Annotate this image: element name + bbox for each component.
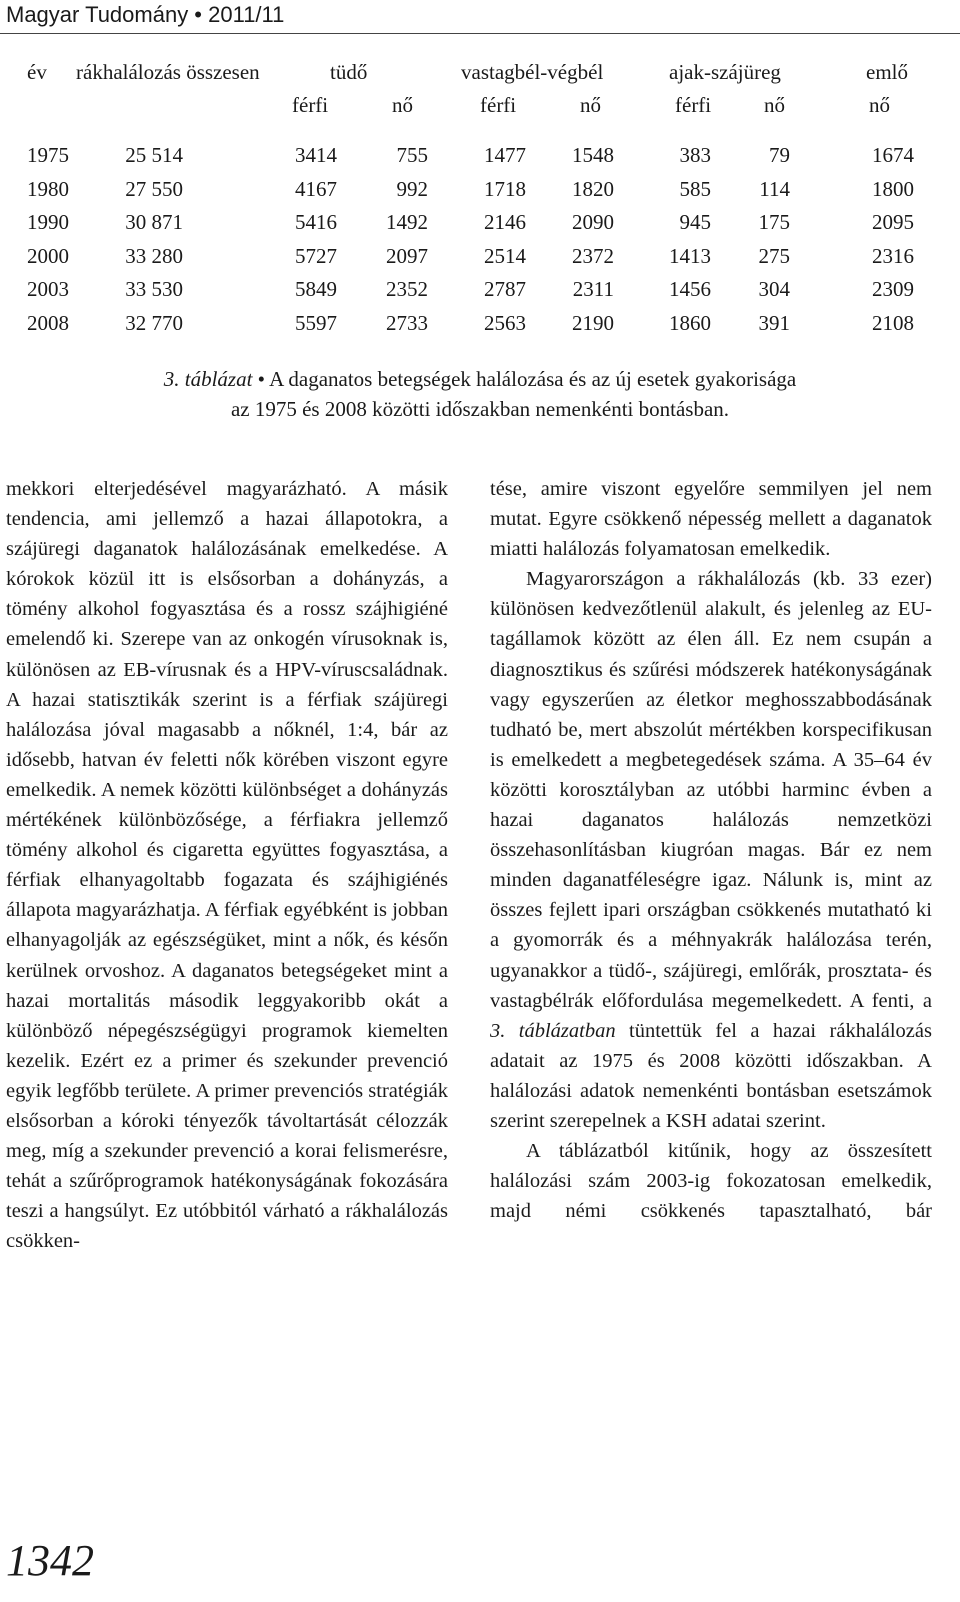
cell-year: 2000 [27,243,69,268]
caption-text-1: A daganatos betegségek halálozása és az új esetek gyakorisága [269,367,797,391]
subheader-lip-oral-female: nő [764,93,785,117]
cell-total: 25 514 [125,143,183,167]
cell-breast-female: 2095 [872,210,914,235]
right-paragraph-1: tése, amire viszont egyelőre semmilyen jel nem mutat. Egyre csökkenő népesség mellett a daganatok miatti halálozás folyamatosan emelkedik. [490,478,932,561]
cell-year: 1975 [27,143,69,167]
cell-lung-male: 4167 [295,176,337,201]
cell-colorectal-female: 2190 [572,311,614,335]
subheader-lip-oral-male: férfi [675,93,712,117]
right-paragraph-3: A táblázatból kitűnik, hogy az összesített halálozási szám 2003-ig fokozatosan emelkedik, majd némi csökkenés tapasztalható, bár [490,1140,932,1223]
caption-bullet: • [252,367,270,391]
cell-lip-oral-female: 275 [758,243,790,268]
cell-total: 30 871 [125,210,183,235]
cell-breast-female: 2316 [872,243,914,268]
cell-total: 27 550 [125,176,183,201]
cell-colorectal-male: 2787 [484,277,526,302]
cell-lung-female: 755 [396,143,428,167]
cell-lip-oral-male: 1456 [669,277,711,302]
cell-lip-oral-male: 585 [679,176,711,201]
cell-colorectal-male: 2146 [484,210,526,235]
cell-colorectal-male: 1477 [484,143,526,167]
cell-colorectal-male: 1718 [484,176,526,201]
subheader-breast-female: nő [869,93,890,117]
cell-year: 1980 [27,176,69,201]
cell-year: 2008 [27,311,69,335]
cell-total: 32 770 [125,311,183,335]
page-number: 1342 [6,1536,94,1585]
subheader-colorectal-female: nő [580,93,601,117]
running-header [0,0,960,34]
header-year: év [27,60,47,84]
cell-breast-female: 1674 [872,143,914,167]
caption-label: 3. táblázat [163,367,253,391]
cell-lung-male: 5727 [295,243,337,268]
caption-text-2: az 1975 és 2008 közötti időszakban nemenkénti bontásban. [230,397,730,421]
cell-colorectal-female: 1820 [572,176,614,201]
header-colorectal: vastagbél-végbél [461,60,604,84]
cell-colorectal-male: 2563 [484,311,526,335]
cell-total: 33 530 [125,277,183,302]
cell-breast-female: 1800 [872,176,914,201]
cell-lung-male: 5597 [295,311,337,335]
cell-lip-oral-male: 383 [679,143,711,167]
subheader-lung-male: férfi [292,93,329,117]
left-paragraph: mekkori elterjedésével magyarázható. A másik tendencia, ami jellemző a hazai állapotokra, a szájüregi daganatok halálozásának emelkedése. A kórokok közül itt is elsősorban a dohányzás, a tömény alkohol fogyasztása és a rossz szájhigiéné emelendő ki. Szerepe van az onkogén vírusoknak is, különösen az EB-vírusnak és a HPV-víruscsaládnak. A hazai statisztikák szerint is a férfiak szájüregi halálozása jóval magasabb a nőknél, 1:4, bár az idősebb, hatvan év feletti nők körében viszont egyre emelkedik. A nemek közötti különbséget a dohányzás mértékének különbözősége, a férfiakra jellemző tömény alkohol és cigaretta együttes fogyasztása, a férfiak elhanyagoltabb fogazata és szájhigiénés állapota magyarázhatja. A férfiak egyébként is jobban elhanyagolják az egészségüket, mint a nők, és későn kerülnek orvoshoz. A daganatos betegségeket mint a hazai mortalitás második leggyakoribb okát a különböző népegészségügyi programok kiemelten kezelik. Ezért ez a primer és szekunder prevenció egyik legfőbb területe. A primer prevenciós stratégiák elsősorban a kóroki tényezők távoltartását célozzák meg, míg a szekunder prevenció a korai felismerésre, tehát a szűrőprogramok hatékonyságának fokozására teszi a hangsúlyt. Ez utóbbitól várható a rákhalálozás csökken- [6,478,448,1253]
cell-year: 2003 [27,277,69,302]
subheader-colorectal-male: férfi [480,93,517,117]
subheader-lung-female: nő [392,93,413,117]
table-caption [0,364,960,424]
header-lung: tüdő [330,60,368,84]
table-reference: 3. táblázatban [490,1019,616,1042]
running-title: Magyar Tudomány • 2011/11 [6,2,285,27]
cell-lip-oral-female: 175 [758,210,790,235]
cell-year: 1990 [27,210,69,235]
cell-lip-oral-female: 391 [758,311,790,335]
cell-lip-oral-male: 1860 [669,311,711,335]
cell-lip-oral-female: 79 [769,143,790,167]
header-breast: emlő [866,60,908,84]
cell-colorectal-female: 2372 [572,243,614,268]
right-paragraph-2 [490,564,932,1136]
cell-breast-female: 2309 [872,277,914,302]
cell-lung-male: 5849 [295,277,337,302]
cell-colorectal-female: 2311 [572,277,614,302]
cell-lung-female: 2352 [386,277,428,302]
cell-colorectal-female: 1548 [572,143,614,167]
cell-lip-oral-female: 304 [758,277,790,302]
cell-lung-female: 2733 [386,311,428,335]
header-lip-oral: ajak-szájüreg [669,60,781,84]
cell-lung-male: 3414 [295,143,337,167]
cell-lung-female: 2097 [386,243,428,268]
cell-total: 33 280 [125,243,183,268]
cell-lip-oral-male: 1413 [669,243,711,268]
cell-colorectal-female: 2090 [572,210,614,235]
cell-colorectal-male: 2514 [484,243,526,268]
cell-lung-male: 5416 [295,210,337,235]
right-paragraph-2a: Magyarországon a rákhalálozás (kb. 33 ezer) különösen kedvezőtlenül alakult, és jelenleg az EU-tagállamok között az élen áll. Ez nem csupán a diagnosztikus és szűrési módszerek hatékonyságának vagy egyszerűen az életkor meghosszabbodásának tudható be, mert abszolút mértékben korspecifikusan is emelkedett a megbetegedések száma. A 35–64 év közötti korosztályban az utóbbi harminc évben a hazai daganatos halálozás nemzetközi összehasonlításban kiugróan magas. Bár ez nem minden daganatféleségre igaz. Nálunk is, mint az összes fejlett ipari országban csökkenés mutatható ki a gyomorrák és a méhnyakrák halálozása terén, ugyanakkor a tüdő-, szájüregi, emlőrák, prosztata- és vastagbélrák előfordulása megemelkedett. A fenti, a [490,568,932,1012]
cell-lip-oral-female: 114 [759,176,790,201]
cell-lip-oral-male: 945 [679,210,711,235]
caption-line-1 [0,364,960,394]
right-paragraph-2b: tüntettük fel a hazai rákhalálozás adatait az 1975 és 2008 közötti időszakban. A halálozási adatok nemenkénti bontásban esetszámok szerint szerepelnek a KSH adatai szerint. [490,1019,932,1132]
cell-lung-female: 992 [396,176,428,201]
right-column [490,474,932,1226]
header-total: rákhalálozás összesen [76,60,260,84]
cell-breast-female: 2108 [872,311,914,335]
cell-lung-female: 1492 [386,210,428,235]
left-column [6,474,448,1256]
